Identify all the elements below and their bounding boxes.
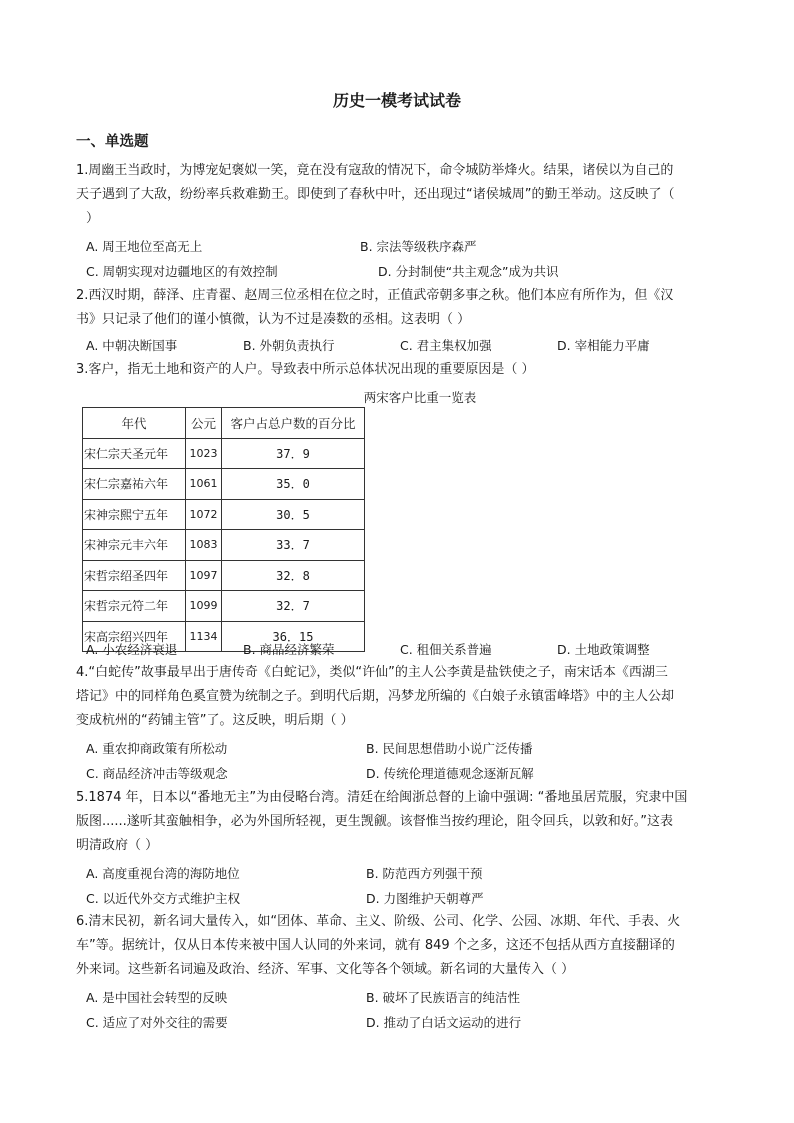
percent-cell: 35．0 [222,469,365,500]
q2-option-a[interactable]: A. 中朝决断国事 [86,338,178,353]
q4-option-d[interactable]: D. 传统伦理道德观念逐渐瓦解 [366,766,534,781]
q4-stem-line: 变成杭州的“药铺主管”了。这反映，明后期（ ） [76,713,354,728]
header-cell: 年代 [83,408,186,439]
q4-stem-line: 塔记》中的同样角色奚宣赞为统制之子。到明代后期，冯梦龙所编的《白娘子永镇雷峰塔》中的主人公却 [76,689,675,704]
q5-stem-line: 明清政府（ ） [76,838,159,853]
q2-stem-line: 书》只记录了他们的谨小慎微，认为不过是凑数的丞相。这表明（ ） [76,312,471,327]
q6-option-a[interactable]: A. 是中国社会转型的反映 [86,990,228,1005]
q3-option-c[interactable]: C. 租佃关系普遍 [400,642,492,657]
q5-option-c[interactable]: C. 以近代外交方式维护主权 [86,891,241,906]
q1-option-b[interactable]: B. 宗法等级秩序森严 [360,239,477,254]
q2-option-b[interactable]: B. 外朝负责执行 [243,338,335,353]
q6-stem-line: 车”等。据统计，仅从日本传来被中国人认同的外来词，就有 849 个之多，这还不包括从西方直接翻译的 [76,938,675,953]
year-cell: 1072 [186,499,222,530]
q1-option-d[interactable]: D. 分封制使“共主观念”成为共识 [378,264,559,279]
q1-stem-line: 天子遇到了大敌，纷纷率兵救难勤王。即使到了春秋中叶，还出现过“诸侯城周”的勤王举动。这反映了（ [76,187,675,202]
q6-option-b[interactable]: B. 破坏了民族语言的纯洁性 [366,990,521,1005]
percent-cell: 37．9 [222,438,365,469]
era-cell: 宋神宗元丰六年 [83,530,186,561]
table-row [83,530,365,561]
q3-stem-line: 3.客户，指无土地和资产的人户。导致表中所示总体状况出现的重要原因是（ ） [76,362,535,377]
table-row [83,560,365,591]
page-title: 历史一模考试试卷 [332,91,461,110]
q3-option-d[interactable]: D. 土地政策调整 [557,642,650,657]
q2-option-d[interactable]: D. 宰相能力平庸 [557,338,650,353]
q2-option-c[interactable]: C. 君主集权加强 [400,338,492,353]
q1-option-a[interactable]: A. 周王地位至高无上 [86,239,203,254]
era-cell: 宋哲宗元符二年 [83,591,186,622]
percent-cell: 36．15 [222,621,365,652]
section-heading: 一、单选题 [76,133,149,150]
percent-cell: 30．5 [222,499,365,530]
year-cell: 1099 [186,591,222,622]
q4-stem-line: 4.“白蛇传”故事最早出于唐传奇《白蛇记》，类似“许仙”的主人公李黄是盐铁使之子，南宋话本《西湖三 [76,665,668,680]
year-cell: 1134 [186,621,222,652]
table-row [83,499,365,530]
era-cell: 宋神宗熙宁五年 [83,499,186,530]
year-cell: 1023 [186,438,222,469]
table-header-row [83,408,365,439]
q2-stem-line: 2.西汉时期，薛泽、庄青翟、赵周三位丞相在位之时，正值武帝朝多事之秋。他们本应有所作为，但《汉 [76,288,674,303]
era-cell: 宋哲宗绍圣四年 [83,560,186,591]
year-cell: 1097 [186,560,222,591]
q5-option-a[interactable]: A. 高度重视台湾的海防地位 [86,866,240,881]
q5-option-b[interactable]: B. 防范西方列强干预 [366,866,483,881]
era-cell: 宋仁宗嘉祐六年 [83,469,186,500]
year-cell: 1061 [186,469,222,500]
q1-stem-line: ） [86,211,100,226]
q5-stem-line: 5.1874 年，日本以“番地无主”为由侵略台湾。清廷在给闽浙总督的上谕中强调: “番地虽居荒服，究隶中国 [76,790,688,805]
table-row [83,438,365,469]
percent-cell: 33．7 [222,530,365,561]
header-cell: 客户占总户数的百分比 [222,408,365,439]
q1-option-c[interactable]: C. 周朝实现对边疆地区的有效控制 [86,264,278,279]
q5-option-d[interactable]: D. 力图维护天朝尊严 [366,891,484,906]
table-row [83,469,365,500]
q6-option-c[interactable]: C. 适应了对外交往的需要 [86,1015,228,1030]
header-cell: 公元 [186,408,222,439]
q4-option-c[interactable]: C. 商品经济冲击等级观念 [86,766,228,781]
percent-cell: 32．8 [222,560,365,591]
era-cell: 宋高宗绍兴四年 [83,621,186,652]
table-row [83,591,365,622]
q4-option-a[interactable]: A. 重农抑商政策有所松动 [86,741,228,756]
customer-ratio-table [82,407,365,652]
q3-option-b[interactable]: B. 商品经济繁荣 [243,642,335,657]
q6-stem-line: 6.清末民初，新名词大量传入，如“团体、革命、主义、阶级、公司、化学、公园、冰期、年代、手表、火 [76,914,681,929]
table-caption: 两宋客户比重一览表 [363,390,477,405]
percent-cell: 32．7 [222,591,365,622]
q5-stem-line: 版图......遂听其蛮触相争，必为外国所轻视，更生觊觎。该督惟当按约理论，阻令回兵，以敦和好。”这表 [76,814,674,829]
q3-option-a[interactable]: A. 小农经济衰退 [86,642,178,657]
q6-option-d[interactable]: D. 推动了白话文运动的进行 [366,1015,522,1030]
era-cell: 宋仁宗天圣元年 [83,438,186,469]
q1-stem-line: 1.周幽王当政时，为博宠妃褒姒一笑，竟在没有寇敌的情况下，命令城防举烽火。结果，诸侯以为自己的 [76,163,674,178]
year-cell: 1083 [186,530,222,561]
q6-stem-line: 外来词。这些新名词遍及政治、经济、军事、文化等各个领域。新名词的大量传入（ ） [76,962,575,977]
q4-option-b[interactable]: B. 民间思想借助小说广泛传播 [366,741,533,756]
